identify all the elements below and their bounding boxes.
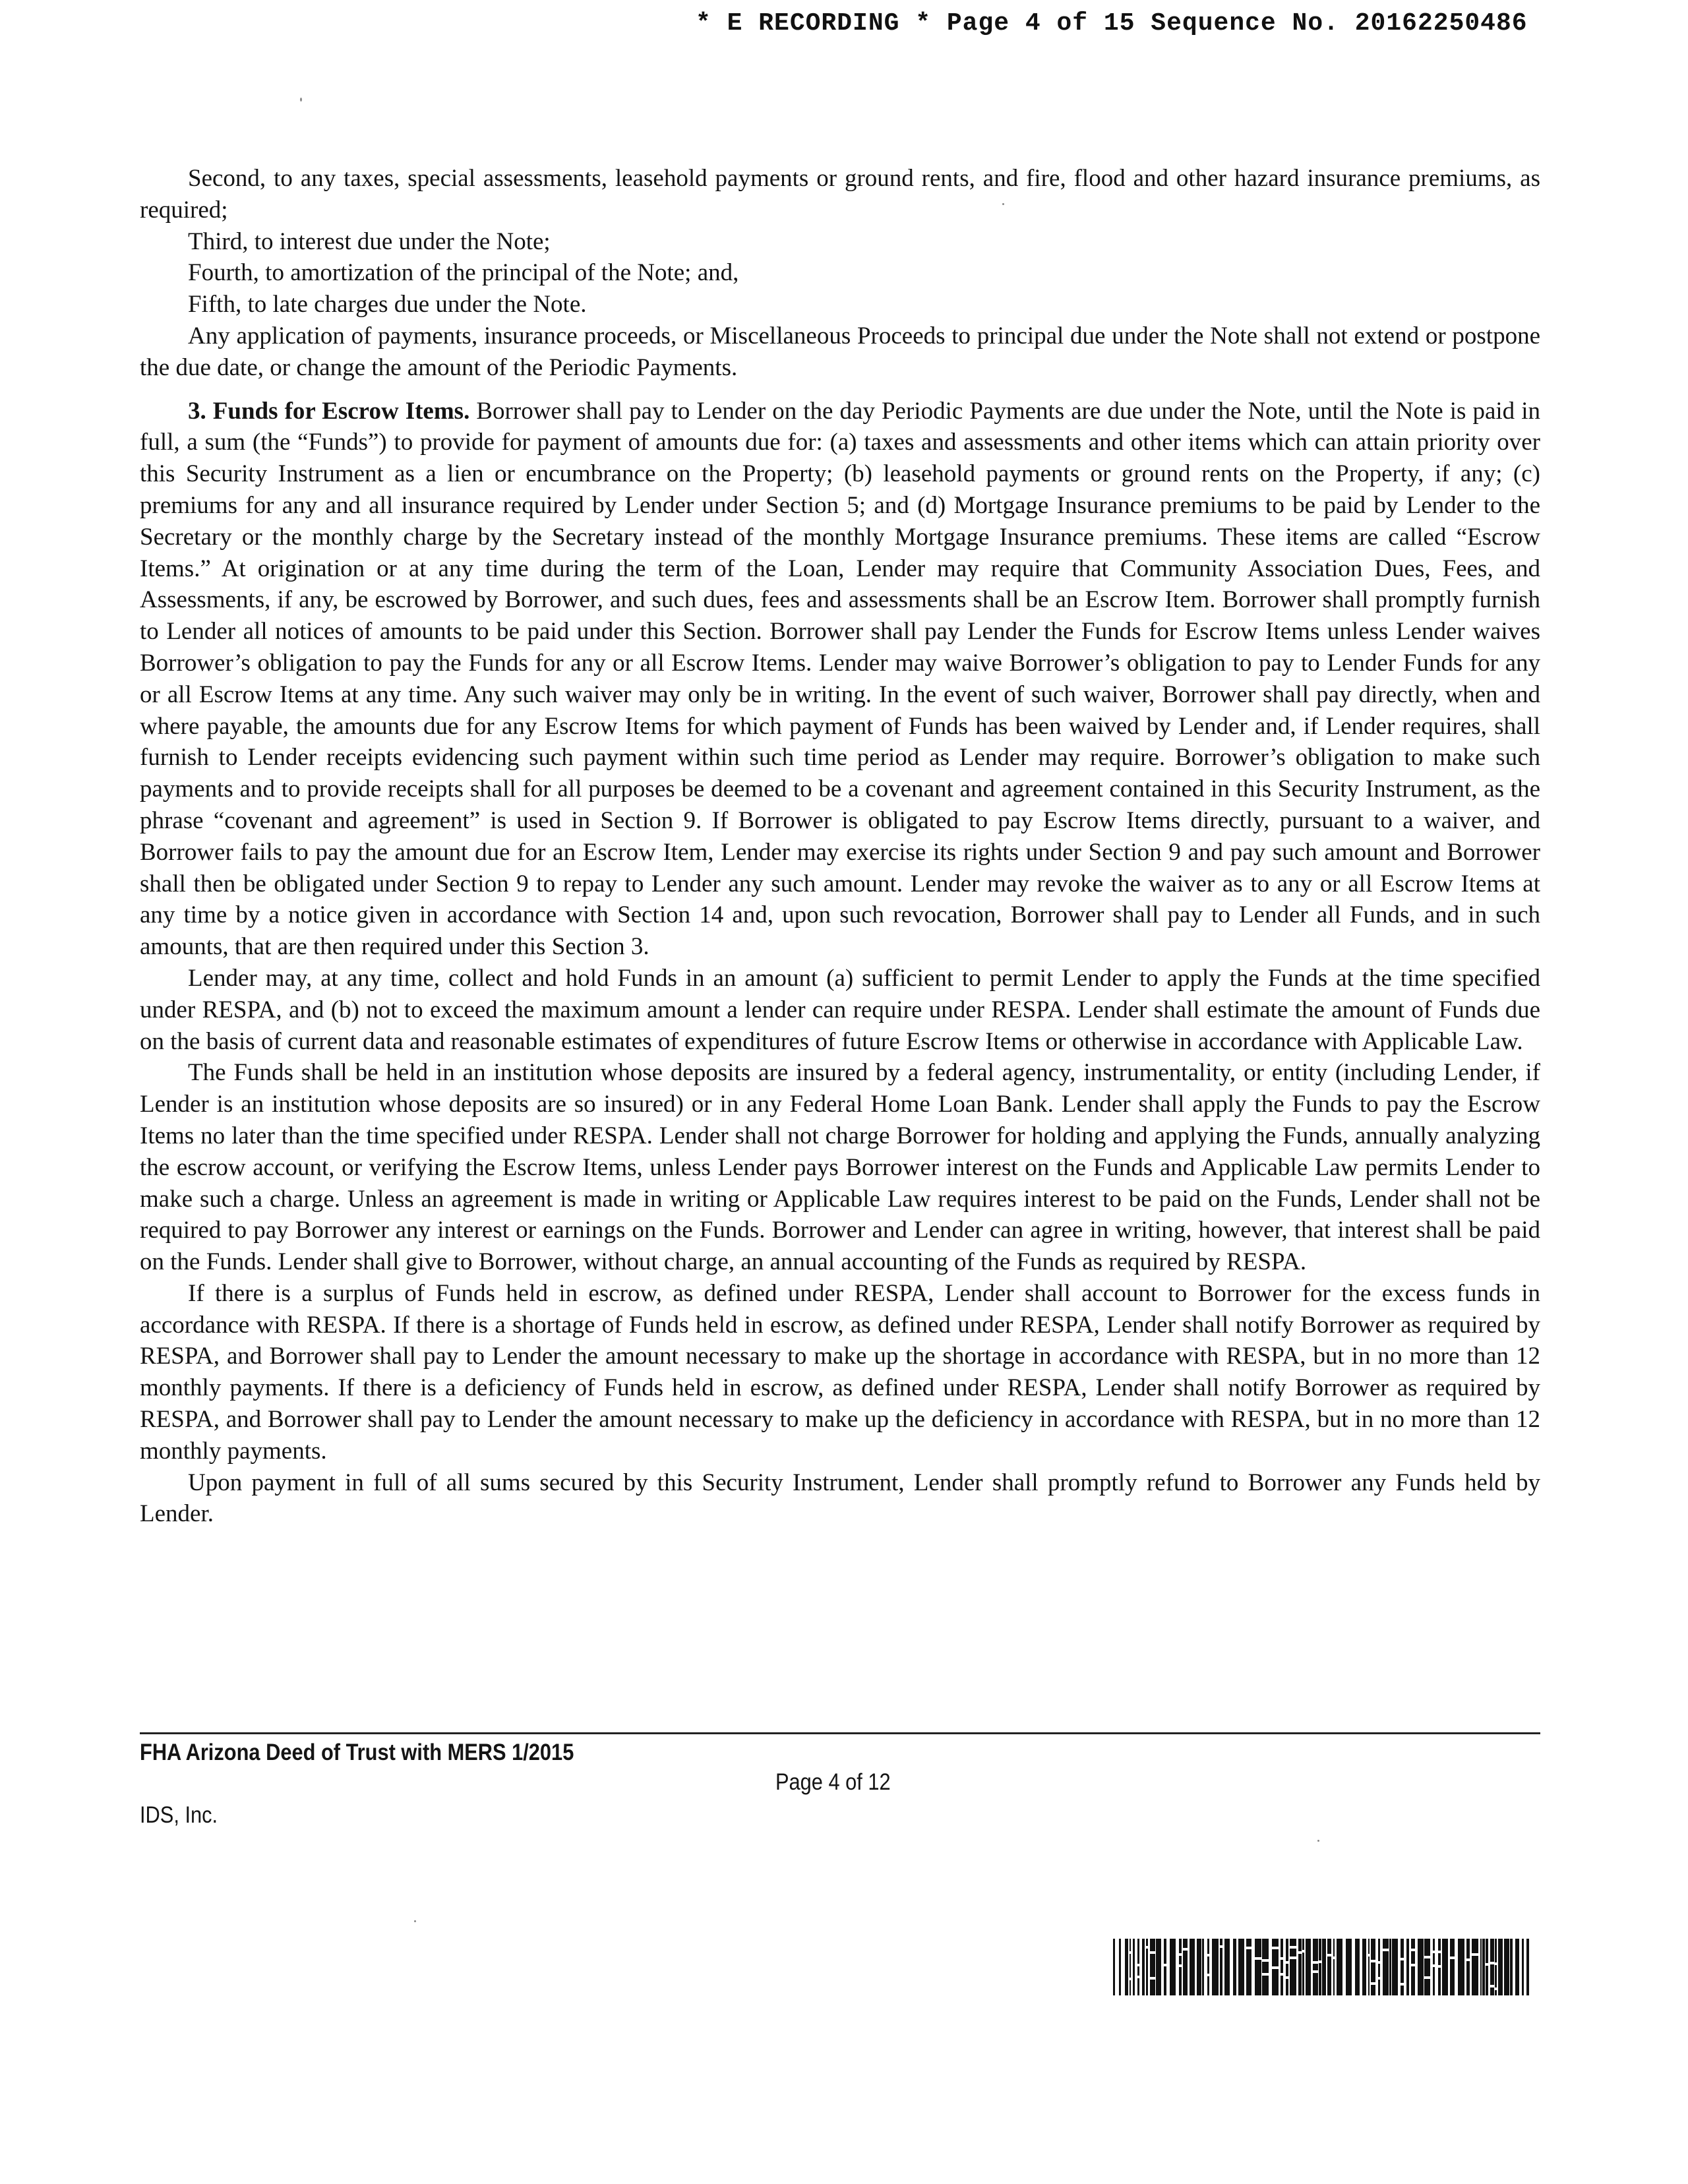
barcode-bar — [1286, 1979, 1288, 1995]
barcode-bar — [1319, 1963, 1321, 1995]
barcode-bar — [1164, 1966, 1166, 1995]
barcode-bar — [1486, 1966, 1488, 1995]
barcode-bar — [1378, 1980, 1380, 1995]
barcode-bar — [1212, 1939, 1219, 1995]
barcode-bar — [1433, 1967, 1435, 1995]
barcode-bar — [1389, 1939, 1391, 1995]
barcode-icon — [1113, 1939, 1535, 1995]
barcode-bar — [1298, 1954, 1302, 1995]
barcode-bar — [1150, 1954, 1155, 1977]
barcode-bar — [1424, 1939, 1430, 1956]
barcode-bar — [1333, 1959, 1335, 1995]
barcode-bar — [1424, 1958, 1430, 1976]
barcode-bar — [1466, 1961, 1470, 1995]
barcode-bar — [1137, 1978, 1139, 1995]
barcode-bar — [1346, 1939, 1352, 1995]
barcode-bar — [1433, 1939, 1435, 1951]
barcode-bar — [1482, 1939, 1485, 1995]
barcode-bar — [1113, 1939, 1115, 1995]
barcode-bar — [1130, 1939, 1131, 1951]
barcode-bar — [1146, 1949, 1148, 1995]
barcode-bar — [1495, 1965, 1497, 1987]
barcode-bar — [1418, 1939, 1424, 1995]
barcode-bar — [1272, 1949, 1279, 1966]
barcode-bar — [1179, 1967, 1182, 1995]
barcode-bar — [1170, 1939, 1176, 1995]
barcode-bar — [1371, 1962, 1375, 1982]
barcode-bar — [1313, 1964, 1318, 1970]
barcode-bar — [1442, 1939, 1448, 1995]
barcode-bar — [1156, 1939, 1161, 1995]
barcode-bar — [1515, 1939, 1519, 1995]
barcode-bar — [1401, 1960, 1404, 1983]
barcode-bar — [1368, 1939, 1370, 1954]
barcode-bar — [1286, 1939, 1288, 1961]
barcode-bar — [1133, 1939, 1135, 1995]
barcode-bar — [1319, 1939, 1321, 1960]
barcode-bar — [1190, 1939, 1195, 1995]
barcode-bar — [1207, 1939, 1209, 1954]
barcode-bar — [1401, 1986, 1404, 1995]
barcode-bar — [1272, 1969, 1279, 1995]
barcode-bar — [1137, 1966, 1139, 1976]
barcode-bar — [1290, 1939, 1296, 1946]
barcode-bar — [1510, 1939, 1513, 1995]
barcode-bar — [1164, 1939, 1166, 1964]
footer-page-number: Page 4 of 12 — [775, 1769, 891, 1795]
body-paragraph: Second, to any taxes, special assessments, leasehold payments or ground rents, and fire, flood and other hazard insurance premiums, as required; — [140, 165, 1540, 224]
barcode-bar — [1450, 1959, 1455, 1995]
barcode-bar — [1411, 1951, 1415, 1964]
barcode-bar — [1262, 1962, 1269, 1973]
body-paragraph: Fourth, to amortization of the principal of the Note; and, — [188, 259, 739, 287]
barcode-bar — [1179, 1956, 1182, 1964]
barcode-bar — [1150, 1939, 1155, 1951]
barcode-bar — [1355, 1939, 1360, 1995]
scan-speck — [1317, 1840, 1319, 1842]
barcode-bar — [1150, 1980, 1155, 1995]
barcode-bar — [1337, 1939, 1342, 1995]
barcode-bar — [1246, 1949, 1251, 1995]
barcode-bar — [1472, 1939, 1478, 1953]
barcode-bar — [1179, 1939, 1182, 1953]
barcode-bar — [1298, 1939, 1302, 1951]
footer-divider — [140, 1732, 1540, 1734]
barcode-bar — [1504, 1939, 1509, 1995]
barcode-bar — [1378, 1939, 1380, 1961]
barcode-bar — [1490, 1987, 1494, 1995]
barcode-bar — [1383, 1951, 1389, 1995]
barcode-bar — [1450, 1939, 1455, 1957]
barcode-bar — [1472, 1956, 1478, 1995]
barcode-bar — [1486, 1939, 1488, 1963]
body-paragraph: Fifth, to late charges due under the Note. — [188, 291, 587, 318]
barcode-bar — [1333, 1939, 1335, 1957]
barcode-bar — [1495, 1990, 1497, 1995]
barcode-bar — [1424, 1979, 1430, 1995]
barcode-bar — [1220, 1939, 1222, 1945]
barcode-bar — [1480, 1939, 1482, 1995]
barcode-bar — [1290, 1959, 1296, 1995]
document-body — [140, 163, 1540, 1530]
barcode-bar — [1378, 1964, 1380, 1977]
body-paragraph: Third, to interest due under the Note; — [188, 228, 551, 255]
barcode-bar — [1302, 1939, 1304, 1950]
barcode-bar — [1327, 1957, 1331, 1995]
section-3-heading: 3. Funds for Escrow Items. — [188, 397, 470, 425]
barcode-bar — [1371, 1939, 1375, 1960]
barcode-bar — [1526, 1939, 1529, 1995]
barcode-bar — [1368, 1957, 1370, 1995]
barcode-bar — [1383, 1939, 1389, 1949]
section-3-paragraph — [140, 396, 1540, 963]
section-3-intro: Borrower shall pay to Lender on the day Periodic Payments are due under the Note, until the Note is paid in full, a sum (the “Funds”) to provide for payment of amounts due for: (a) taxes and assessments and other items which can attain priority over this Security Instrument as a lien or encumbrance on the Property; (b) leasehold payments or ground rents on the Property, if any; (c) premiums for any and all insurance required by Lender under Section 5; and (d) Mortgage Insurance premiums to be paid by Lender to the Secretary or the monthly charge by the Secretary instead of the monthly Mortgage Insurance premiums. These items are called “Escrow Items.” At origination or at any time during the term of the Loan, Lender may require that Community Association Dues, Fees, and Assessments, if any, be escrowed by Borrower, and such dues, fees and assessments shall be an Escrow Item. Borrower shall promptly furnish to Lender all notices of amounts to be paid under this Section. Borrower shall pay Lender the Funds for Escrow Items unless Lender waives Borrower’s obligation to pay the Funds for any or all Escrow Items. Lender may waive Borrower’s obligation to pay to Lender Funds for any or all Escrow Items at any time. Any such waiver may only be in writing. In the event of such waiver, Borrower shall pay directly, when and where payable, the amounts due for any Escrow Items for which payment of Funds has been waived by Lender and, if Lender requires, shall furnish to Lender receipts evidencing such payment within such time period as Lender may require. Borrower’s obligation to make such payments and to provide receipts shall for all purposes be deemed to be a covenant and agreement contained in this Security Instrument, as the phrase “covenant and agreement” is used in Section 9. If Borrower is obligated to pay Escrow Items directly, pursuant to a waiver, and Borrower fails to pay the amount due for an Escrow Item, Lender may exercise its rights under Section 9 and pay such amount and Borrower shall then be obligated under Section 9 to repay to Lender any such amount. Lender may revoke the waiver as to any or all Escrow Items at any time by a notice given in accordance with Section 14 and, upon such revocation, Borrower shall pay to Lender all Funds, and in such amounts, that are then required under this Section 3. — [140, 397, 1540, 961]
body-paragraph: Upon payment in full of all sums secured by this Security Instrument, Lender shall promptly refund to Borrower any Funds held by Lender. — [140, 1469, 1540, 1528]
scan-speck — [414, 1920, 416, 1922]
footer-company: IDS, Inc. — [140, 1802, 218, 1828]
barcode-bar — [1290, 1949, 1296, 1957]
barcode-bar — [1281, 1939, 1283, 1957]
barcode-bar — [1119, 1939, 1121, 1995]
barcode-bar — [1281, 1960, 1283, 1973]
scan-speck — [300, 98, 302, 102]
barcode-bar — [1238, 1939, 1244, 1995]
barcode-bar — [1255, 1939, 1261, 1957]
body-paragraph: If there is a surplus of Funds held in escrow, as defined under RESPA, Lender shall account to Borrower for the excess funds in accordance with RESPA. If there is a shortage of Funds held in escrow, as defined under RESPA, Lender shall notify Borrower as required by RESPA, and Borrower shall pay to Lender the amount necessary to make up the shortage in accordance with RESPA, but in no more than 12 monthly payments. If there is a deficiency of Funds held in escrow, as defined under RESPA, Lender shall notify Borrower as required by RESPA, and Borrower shall pay to Lender the amount necessary to make up the deficiency in accordance with RESPA, but in no more than 12 monthly payments. — [140, 1279, 1540, 1465]
barcode-bar — [1183, 1951, 1188, 1995]
scan-speck — [1002, 203, 1004, 205]
barcode-bar — [1224, 1939, 1230, 1995]
barcode-bar — [1286, 1964, 1288, 1976]
barcode-bar — [1197, 1939, 1201, 1995]
barcode-bar — [1490, 1939, 1494, 1962]
barcode-bar — [1406, 1939, 1409, 1995]
barcode-bar — [1490, 1964, 1494, 1985]
barcode-bar — [1458, 1939, 1464, 1995]
barcode-bar — [1255, 1960, 1261, 1995]
barcode-bar — [1313, 1973, 1318, 1995]
recording-stamp: * E RECORDING * Page 4 of 15 Sequence No. 20162250486 — [696, 9, 1528, 38]
barcode-bar — [1433, 1953, 1435, 1964]
barcode-bar — [1262, 1976, 1269, 1995]
barcode-bar — [1146, 1939, 1148, 1946]
body-paragraph: The Funds shall be held in an institution whose deposits are insured by a federal agency, instrumentality, or entity (including Lender, if Lender is an institution whose deposits are so insured) or in any Federal Home Loan Bank. Lender shall apply the Funds to pay the Escrow Items no later than the time specified under RESPA. Lender shall not charge Borrower for holding and applying the Funds, annually analyzing the escrow account, or verifying the Escrow Items, unless Lender pays Borrower interest on the Funds and Applicable Law permits Lender to make such a charge. Unless an agreement is made in writing or Applicable Law requires interest to be paid on the Funds, Lender shall not be required to pay Borrower any interest or earnings on the Funds. Borrower and Lender can agree in writing, however, that interest shall be paid on the Funds. Lender shall give to Borrower, without charge, an annual accounting of the Funds as required by RESPA. — [140, 1059, 1540, 1276]
barcode-bar — [1498, 1939, 1503, 1995]
barcode-bar — [1313, 1939, 1318, 1961]
barcode-bar — [1438, 1953, 1441, 1965]
barcode-bar — [1411, 1939, 1415, 1949]
barcode-bar — [1130, 1954, 1131, 1978]
barcode-bar — [1281, 1976, 1283, 1995]
barcode-bar — [1207, 1957, 1209, 1974]
barcode-bar — [1246, 1939, 1251, 1947]
barcode-bar — [1522, 1939, 1524, 1995]
barcode-bar — [1125, 1939, 1128, 1995]
barcode-bar — [1262, 1939, 1269, 1959]
barcode-bar — [1401, 1939, 1404, 1958]
barcode-bar — [1322, 1939, 1326, 1995]
barcode-bar — [1466, 1939, 1470, 1958]
barcode-bar — [1371, 1985, 1375, 1995]
barcode-bar — [1142, 1939, 1145, 1995]
barcode-bar — [1137, 1939, 1139, 1964]
barcode-bar — [1233, 1939, 1236, 1995]
barcode-bar — [1272, 1939, 1279, 1947]
barcode-bar — [1327, 1939, 1331, 1954]
barcode-bar — [1306, 1939, 1311, 1995]
footer-form-title: FHA Arizona Deed of Trust with MERS 1/2015 — [140, 1740, 574, 1765]
barcode-bar — [1207, 1976, 1209, 1995]
barcode-bar — [1495, 1939, 1497, 1962]
barcode-bar — [1362, 1939, 1366, 1995]
barcode-bar — [1302, 1953, 1304, 1995]
body-paragraph: Lender may, at any time, collect and hold Funds in an amount (a) sufficient to permit Lender to apply the Funds at the time specified under RESPA, and (b) not to exceed the maximum amount a lender can require under RESPA. Lender shall estimate the amount of Funds due on the basis of current data and reasonable estimates of expenditures of future Escrow Items or otherwise in accordance with Applicable Law. — [140, 964, 1540, 1055]
barcode-bar — [1438, 1939, 1441, 1951]
barcode-bar — [1438, 1968, 1441, 1995]
barcode-bar — [1220, 1948, 1222, 1995]
barcode-bar — [1183, 1939, 1188, 1948]
body-paragraph: Any application of payments, insurance proceeds, or Miscellaneous Proceeds to principal due under the Note shall not extend or postpone the due date, or change the amount of the Periodic Payments. — [140, 322, 1540, 381]
barcode-bar — [1130, 1980, 1131, 1995]
barcode-bar — [1202, 1939, 1204, 1995]
barcode-bar — [1411, 1966, 1415, 1995]
barcode-bar — [1392, 1939, 1398, 1995]
